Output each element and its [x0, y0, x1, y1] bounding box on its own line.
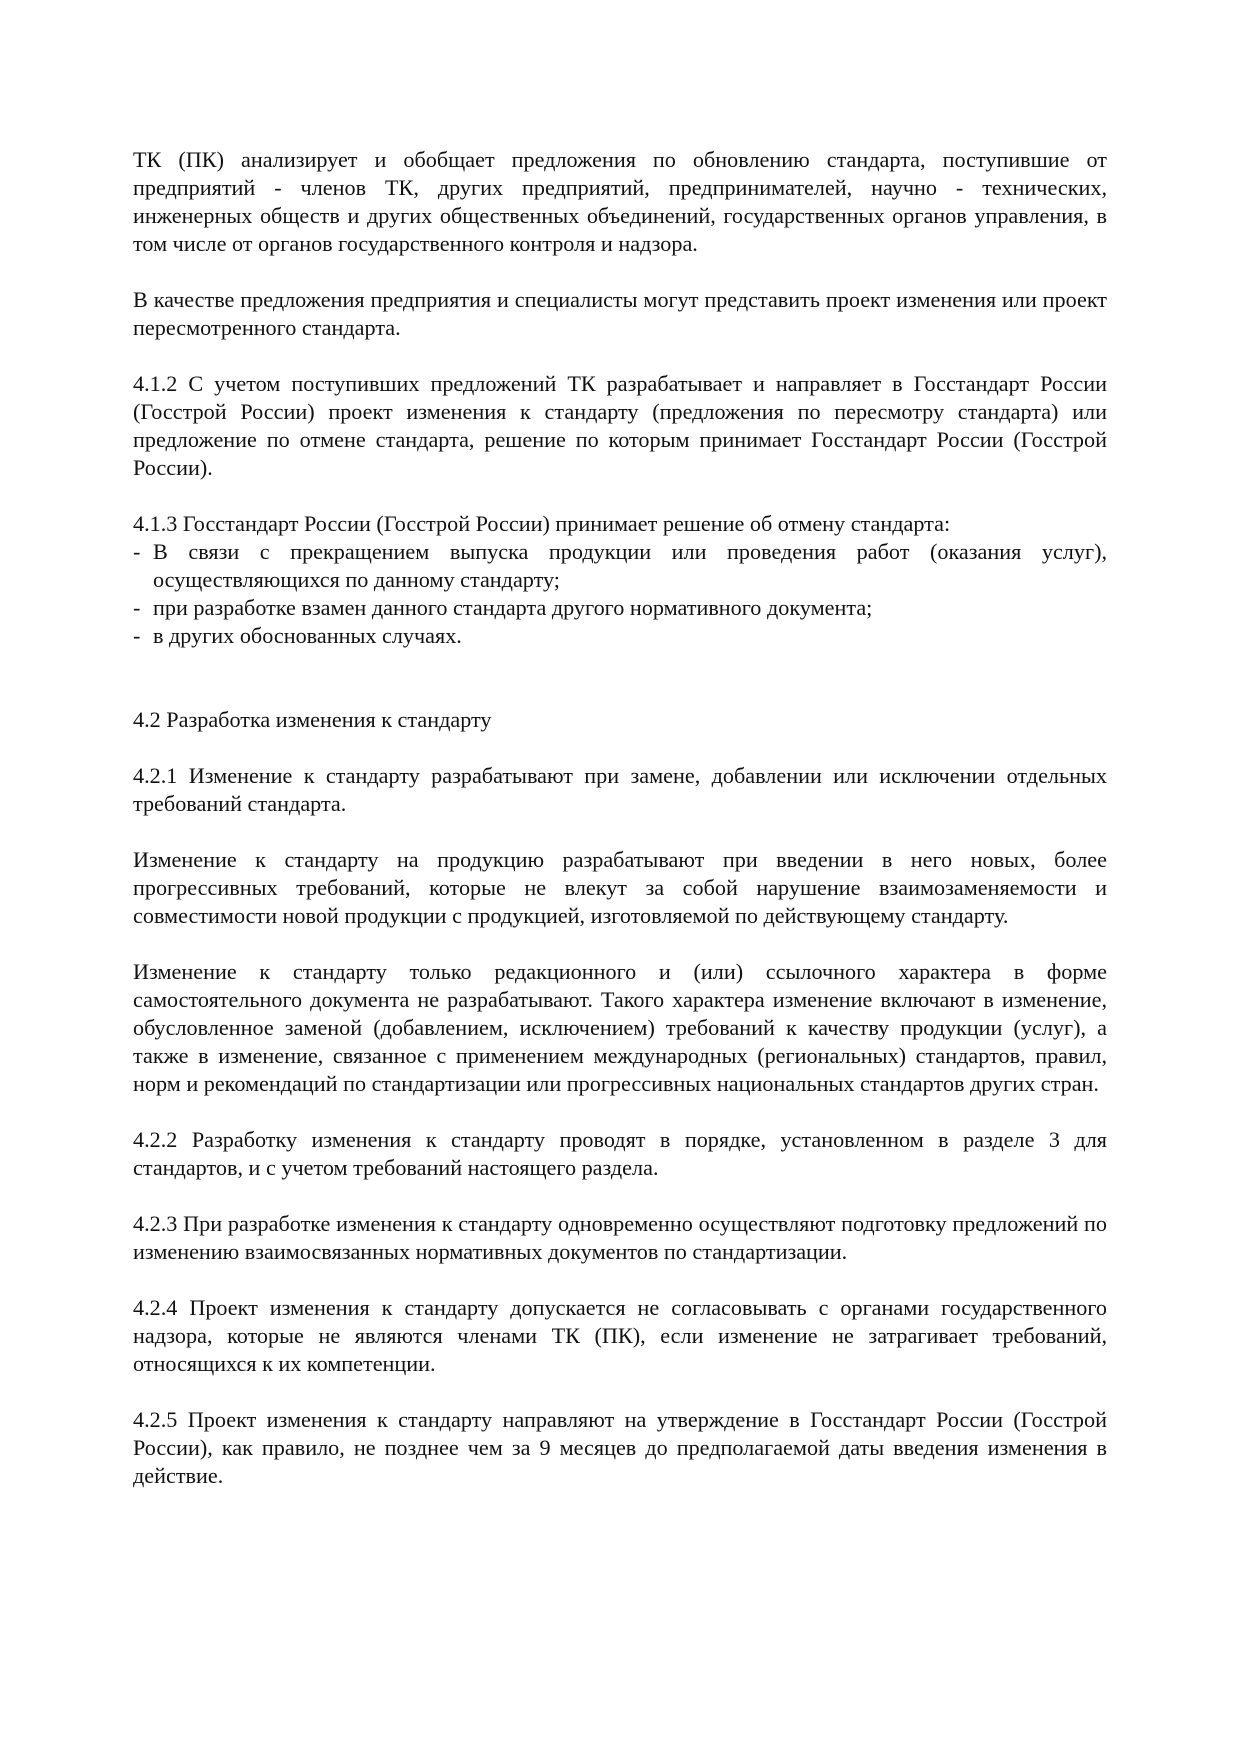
- paragraph-tk-proposals: ТК (ПК) анализирует и обобщает предложения по обновлению стандарта, поступившие от предприятий - членов ТК, других предприятий, предпринимателей, научно - технических, инженерных обществ и других общественных объединений, государственных органов управления, в том числе от органов государственного контроля и надзора.: [133, 147, 1107, 256]
- list-item: [133, 622, 1107, 650]
- paragraph-4-2-2: 4.2.2 Разработку изменения к стандарту проводят в порядке, установленном в разделе 3 для стандартов, и с учетом требований настоящего раздела.: [133, 1127, 1107, 1180]
- list-item-text: при разработке взамен данного стандарта другого нормативного документа;: [153, 595, 873, 620]
- paragraph-4-1-2: 4.1.2 С учетом поступивших предложений ТК разрабатывает и направляет в Госстандарт России (Госстрой России) проект изменения к стандарту (предложения по пересмотру стандарта) или предложение по отмене стандарта, решение по которым принимает Госстандарт России (Госстрой России).: [133, 371, 1107, 480]
- paragraph-4-2-5: 4.2.5 Проект изменения к стандарту направляют на утверждение в Госстандарт России (Госстрой России), как правило, не позднее чем за 9 месяцев до предполагаемой даты введения изменения в действие.: [133, 1407, 1107, 1488]
- list-item: [133, 538, 1107, 594]
- list-dash: -: [133, 539, 141, 564]
- paragraph-4-2-3: 4.2.3 При разработке изменения к стандарту одновременно осуществляют подготовку предложений по изменению взаимосвязанных нормативных документов по стандартизации.: [133, 1211, 1107, 1264]
- list-item-text: в других обоснованных случаях.: [153, 623, 462, 648]
- paragraph-proposal-forms: В качестве предложения предприятия и специалисты могут представить проект изменения или проект пересмотренного стандарта.: [133, 287, 1107, 340]
- list-item: [133, 594, 1107, 622]
- section-heading: 4.2 Разработка изменения к стандарту: [133, 707, 492, 732]
- paragraph-product-changes: Изменение к стандарту на продукцию разрабатывают при введении в него новых, более прогрессивных требований, которые не влекут за собой нарушение взаимозаменяемости и совместимости новой продукции с продукцией, изготовляемой по действующему стандарту.: [133, 847, 1107, 928]
- paragraph-4-2-1: 4.2.1 Изменение к стандарту разрабатывают при замене, добавлении или исключении отдельных требований стандарта.: [133, 763, 1107, 816]
- cancellation-reasons-list: [133, 538, 1107, 650]
- list-item-text: В связи с прекращением выпуска продукции или проведения работ (оказания услуг), осуществляющихся по данному стандарту;: [153, 539, 1107, 592]
- list-dash: -: [133, 623, 141, 648]
- list-dash: -: [133, 595, 141, 620]
- document-page: [133, 146, 1107, 1518]
- paragraph-editorial-changes: Изменение к стандарту только редакционного и (или) ссылочного характера в форме самостоятельного документа не разрабатывают. Такого характера изменение включают в изменение, обусловленное заменой (добавлением, исключением) требований к качеству продукции (услуг), а также в изменение, связанное с применением международных (региональных) стандартов, правил, норм и рекомендаций по стандартизации или прогрессивных национальных стандартов других стран.: [133, 959, 1107, 1096]
- paragraph-4-2-4: 4.2.4 Проект изменения к стандарту допускается не согласовывать с органами государственного надзора, которые не являются членами ТК (ПК), если изменение не затрагивает требований, относящихся к их компетенции.: [133, 1295, 1107, 1376]
- paragraph-4-1-3: 4.1.3 Госстандарт России (Госстрой России) принимает решение об отмену стандарта:: [133, 511, 951, 536]
